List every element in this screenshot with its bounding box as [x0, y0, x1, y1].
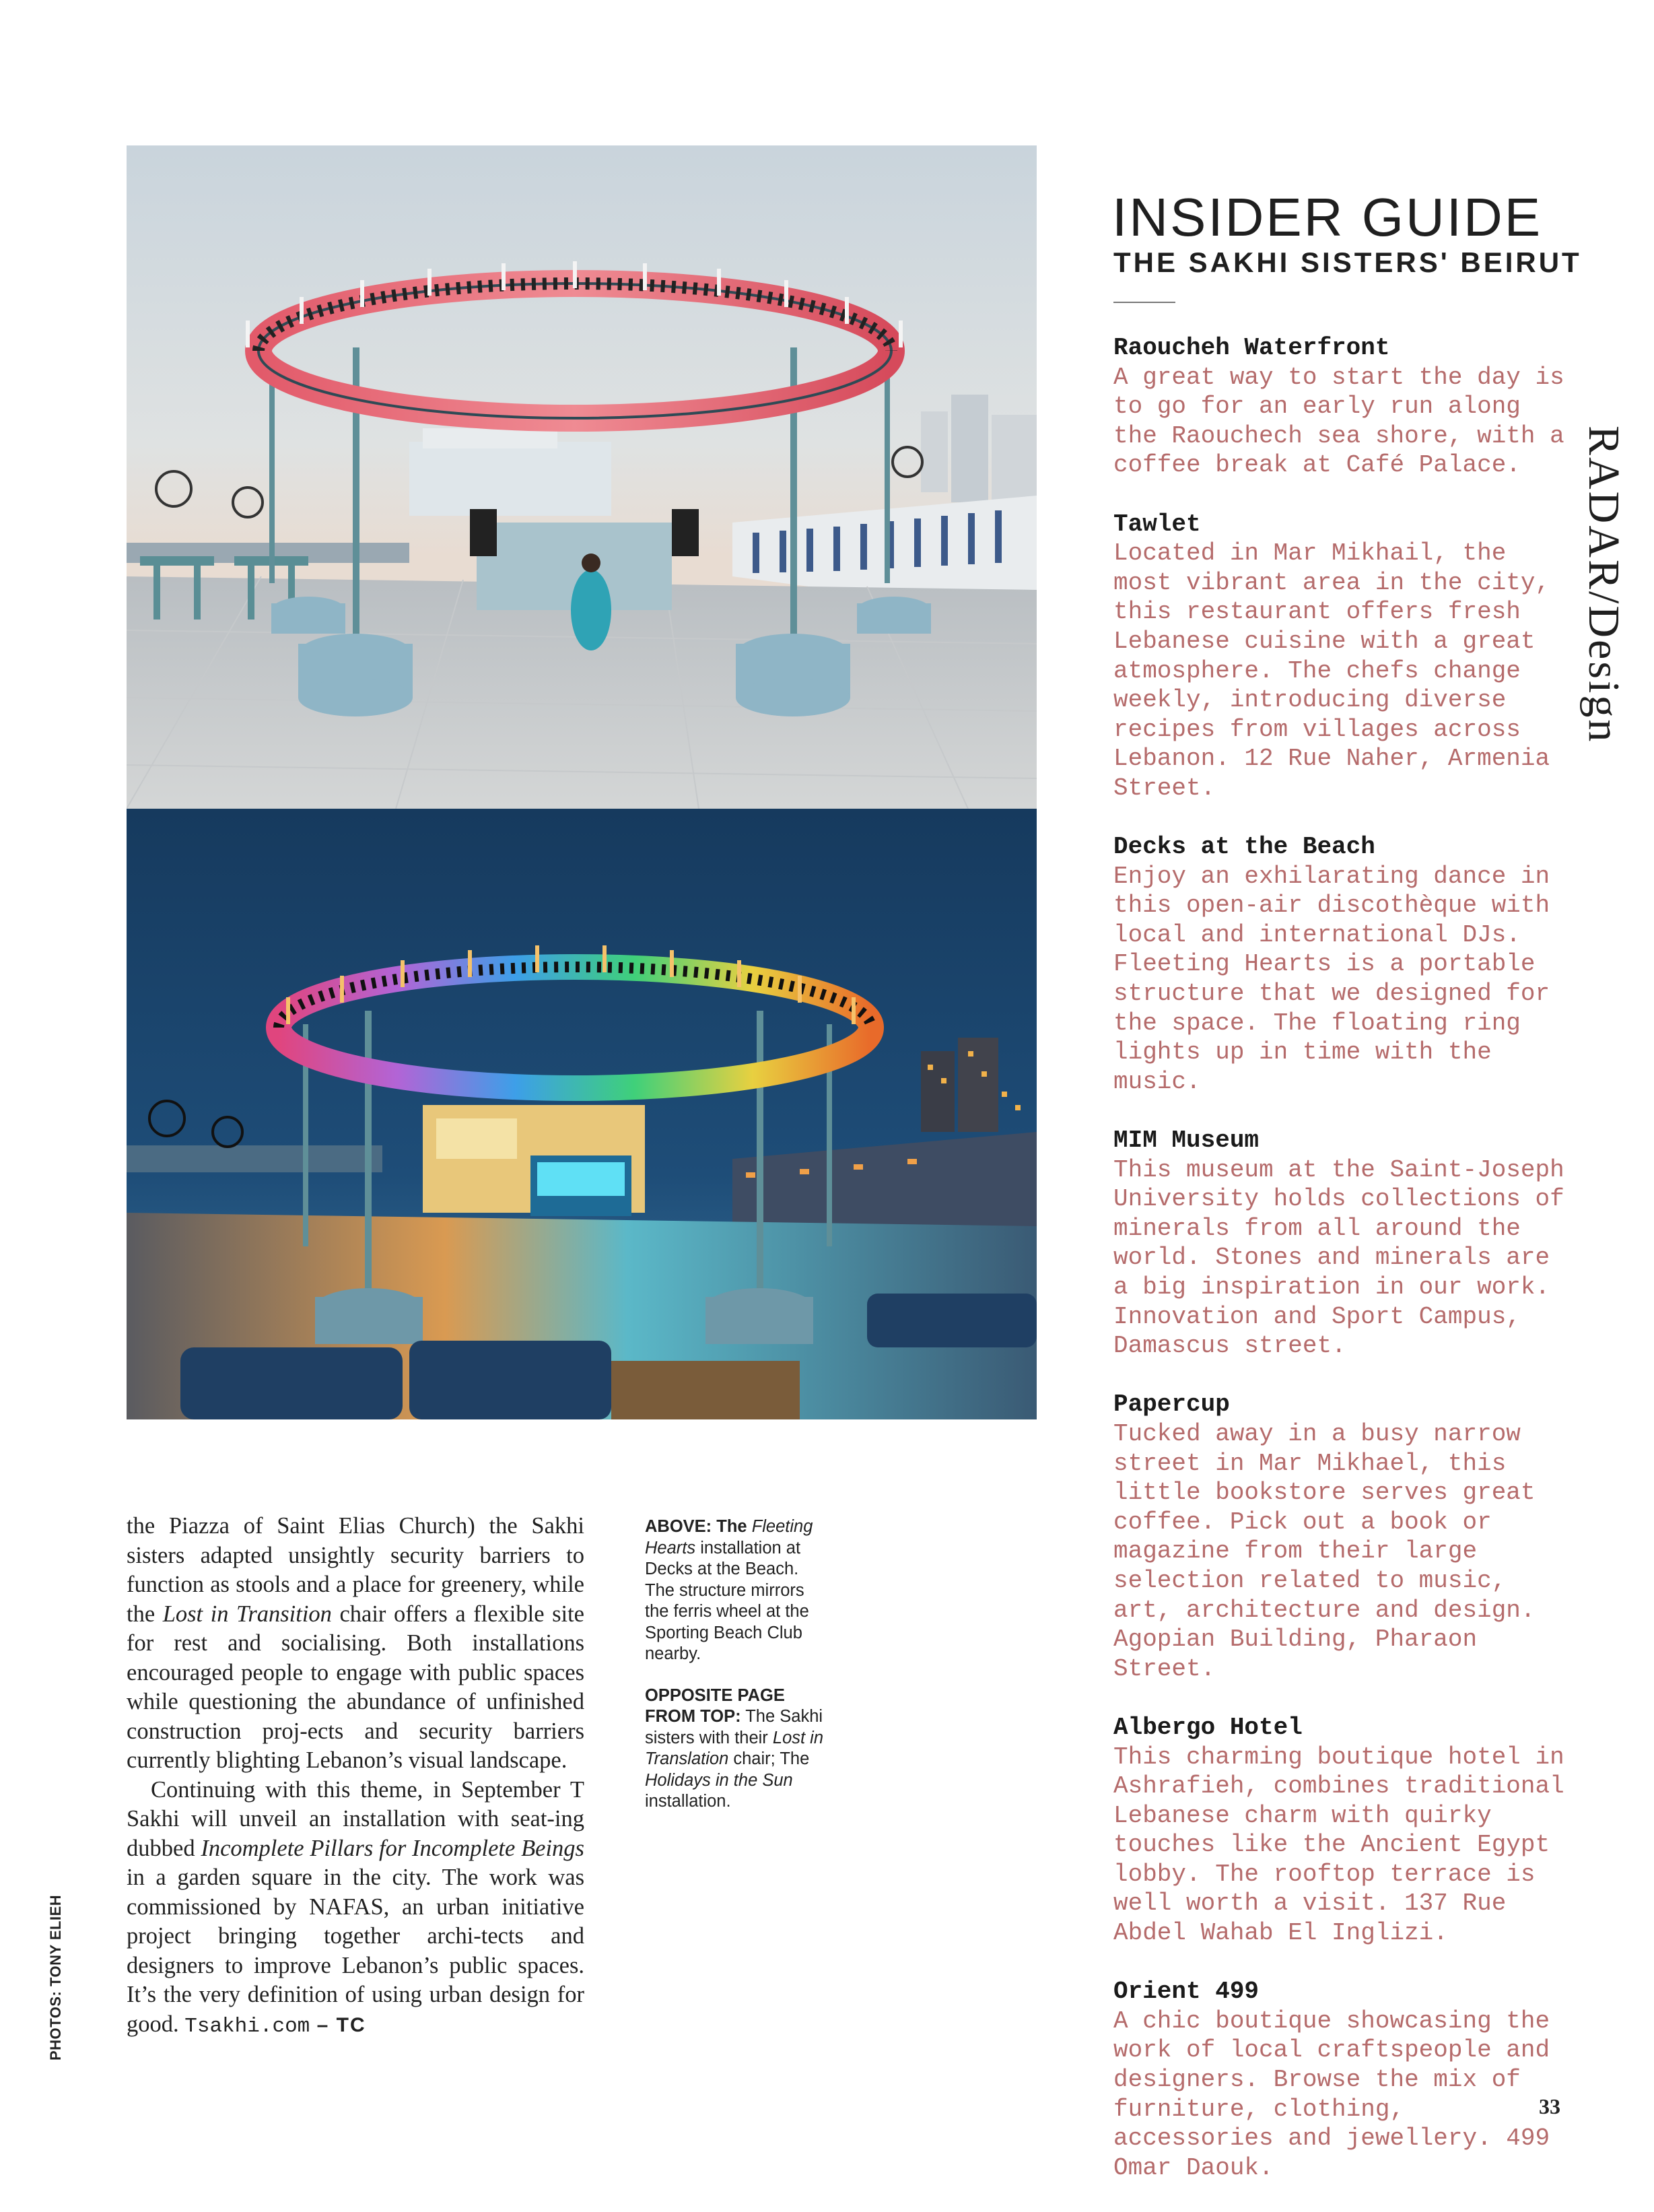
entry-description: This charming boutique hotel in Ashrafieh, combines traditional Lebanese charm with quirky touches like the Ancient Egypt lobby. The rooftop terrace is well worth a visit. 137 Rue Abdel Wahab El Inglizi. — [1113, 1743, 1564, 1947]
photo-installation-night — [127, 809, 1037, 1419]
entry-name: Decks at the Beach — [1113, 833, 1375, 861]
entry-name: Albergo Hotel — [1113, 1713, 1303, 1741]
article-paragraph-2: Continuing with this theme, in September T Sakhi will unveil an installation with seat-ing dubbed Incomplete Pillars for Incomplete Beings in a garden square in the city. The work was commissioned by NAFAS, an urban initiative project bringing together archi-tects and designers to improve Lebanon’s public spaces. It’s the very definition of using urban design for good. Tsakhi.com – TC — [127, 1776, 584, 2038]
entry-name: Tawlet — [1113, 510, 1201, 538]
article-body — [127, 1512, 584, 2041]
caption-opposite-page: OPPOSITE PAGE FROM TOP: The Sakhi sisters with their Lost in Translation chair; The Holidays in the Sun installation. — [645, 1685, 824, 1811]
website-link[interactable]: Tsakhi.com — [184, 2014, 310, 2038]
entry-description: Tucked away in a busy narrow street in Mar Mikhael, this little bookstore serves great coffee. Pick out a book or magazine from their large selection related to music, art, architecture and design. Agopian Building, Pharaon Street. — [1113, 1419, 1536, 1683]
guide-entry — [1113, 333, 1578, 480]
entry-name: Papercup — [1113, 1390, 1230, 1419]
entry-description: Enjoy an exhilarating dance in this open-air discothèque with local and international DJs. Fleeting Hearts is a portable structure that we designed for the space. The floating ring lights up in time with the music. — [1113, 862, 1550, 1096]
entry-name: Orient 499 — [1113, 1978, 1260, 2006]
author-signoff: – TC — [310, 2013, 366, 2036]
entry-name: MIM Museum — [1113, 1127, 1260, 1155]
guide-entry — [1113, 510, 1578, 803]
guide-entries — [1113, 333, 1578, 2212]
photo-installation-day — [127, 145, 1037, 809]
guide-entry — [1113, 1713, 1578, 1948]
page-number: 33 — [1539, 2094, 1560, 2118]
section-label: RADAR/Design — [1579, 426, 1628, 744]
guide-subtitle: THE SAKHI SISTERS' BEIRUT — [1113, 246, 1582, 278]
entry-description: Located in Mar Mikhail, the most vibrant area in the city, this restaurant offers fresh Lebanese cuisine with a great atmosphere. The chefs change weekly, introducing diverse recipes from villages across Lebanon. 12 Rue Naher, Armenia Street. — [1113, 539, 1550, 802]
guide-title: INSIDER GUIDE — [1112, 187, 1543, 247]
entry-description: A chic boutique showcasing the work of local craftspeople and designers. Browse the mix of furniture, clothing, accessories and jewellery. 499 Omar Daouk. — [1113, 2007, 1550, 2182]
article-paragraph-1: the Piazza of Saint Elias Church) the Sakhi sisters adapted unsightly security barriers to function as stools and a place for greenery, while the Lost in Transition chair offers a flexible site for rest and socialising. Both installations encouraged people to engage with public spaces while questioning the abundance of unfinished construction proj-ects and security barriers currently blighting Lebanon’s visual landscape. — [127, 1513, 584, 1773]
photo-captions — [645, 1516, 827, 1833]
entry-description: This museum at the Saint-Joseph University holds collections of minerals from all around the world. Stones and minerals are a big inspiration in our work. Innovation and Sport Campus, Damascus street. — [1113, 1155, 1564, 1360]
title-divider — [1113, 302, 1175, 303]
caption-above: ABOVE: The Fleeting Hearts installation at Decks at the Beach. The structure mirrors the ferris wheel at the Sporting Beach Club nearby. — [645, 1517, 813, 1663]
guide-entry — [1113, 832, 1578, 1096]
entry-description: A great way to start the day is to go for an early run along the Raouchech sea shore, with a coffee break at Café Palace. — [1113, 363, 1564, 479]
guide-entry — [1113, 1126, 1578, 1361]
guide-entry — [1113, 1977, 1578, 2182]
guide-entry — [1113, 1390, 1578, 1683]
photo-credit: PHOTOS: TONY ELIEH — [47, 1894, 64, 2060]
entry-name: Raoucheh Waterfront — [1113, 334, 1390, 362]
